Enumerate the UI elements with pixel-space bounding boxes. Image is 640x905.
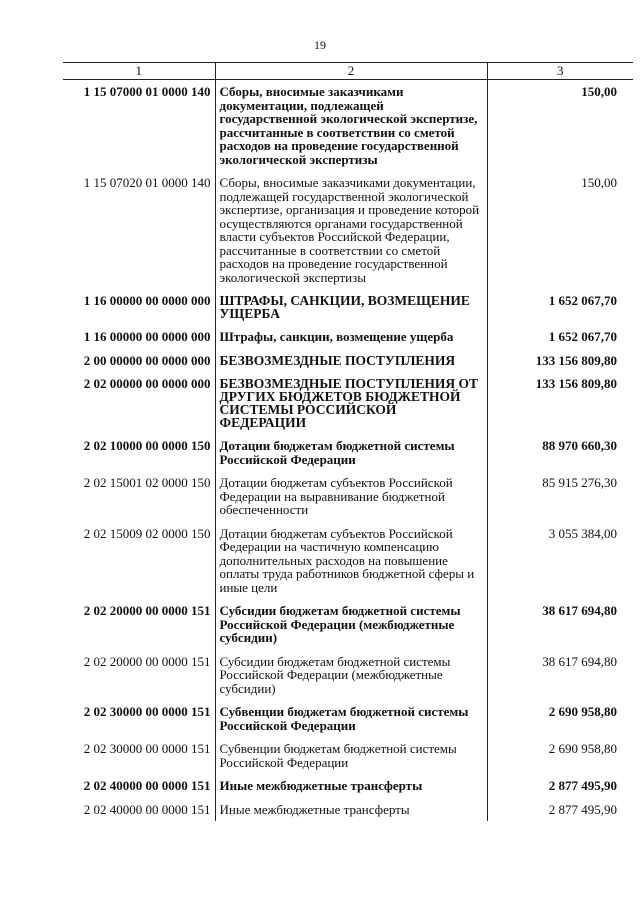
row-name: Иные межбюджетные трансферты (215, 798, 487, 822)
row-amount: 2 877 495,90 (548, 801, 617, 817)
row-amount: 133 156 809,80 (535, 376, 617, 391)
row-name: Дотации бюджетам субъектов Российской Федерации на частичную компенсацию дополнительных расходов на повышение оплаты труда работников бюджетной сферы и иные цели (215, 522, 487, 600)
table-row (63, 289, 633, 325)
table-row (63, 700, 633, 737)
row-name: Дотации бюджетам бюджетной системы Российской Федерации (215, 434, 487, 471)
row-code: 2 02 40000 00 0000 151 (83, 801, 211, 817)
row-code: 1 16 00000 00 0000 000 (83, 329, 211, 344)
table-row (63, 80, 633, 172)
row-amount: 2 690 958,80 (548, 704, 617, 719)
row-code: 2 02 20000 00 0000 151 (83, 603, 211, 618)
row-code: 2 02 40000 00 0000 151 (83, 778, 211, 793)
row-amount: 1 652 067,70 (548, 293, 617, 308)
column-header-code: 1 (63, 63, 215, 80)
column-header-amount: 3 (487, 63, 633, 80)
table-body (63, 80, 633, 822)
row-code: 2 00 00000 00 0000 000 (83, 352, 211, 368)
table-row (63, 599, 633, 650)
column-header-name: 2 (215, 63, 487, 80)
row-amount: 3 055 384,00 (548, 525, 617, 541)
row-code: 2 02 30000 00 0000 151 (83, 741, 211, 756)
table-row (63, 349, 633, 373)
table-row (63, 522, 633, 600)
table-row (63, 650, 633, 701)
row-name: БЕЗВОЗМЕЗДНЫЕ ПОСТУПЛЕНИЯ ОТ ДРУГИХ БЮДЖЕТОВ БЮДЖЕТНОЙ СИСТЕМЫ РОССИЙСКОЙ ФЕДЕРАЦИИ (215, 372, 487, 434)
table-row (63, 774, 633, 798)
row-code: 1 15 07020 01 0000 140 (83, 175, 211, 190)
table-row (63, 798, 633, 822)
row-code: 2 02 15001 02 0000 150 (83, 475, 211, 490)
row-name: Субсидии бюджетам бюджетной системы Российской Федерации (межбюджетные субсидии) (215, 599, 487, 650)
row-code: 1 15 07000 01 0000 140 (83, 84, 211, 99)
row-amount: 150,00 (581, 84, 617, 99)
row-amount: 2 877 495,90 (548, 778, 617, 793)
row-amount: 133 156 809,80 (535, 352, 617, 368)
row-amount: 150,00 (581, 175, 617, 190)
row-name: Штрафы, санкции, возмещение ущерба (215, 325, 487, 349)
table-header-row (63, 63, 633, 80)
table-row (63, 434, 633, 471)
row-amount: 38 617 694,80 (542, 603, 617, 618)
table-row (63, 171, 633, 289)
row-name: Субсидии бюджетам бюджетной системы Российской Федерации (межбюджетные субсидии) (215, 650, 487, 701)
row-code: 2 02 00000 00 0000 000 (83, 376, 211, 391)
table-row (63, 737, 633, 774)
table-row (63, 471, 633, 522)
row-amount: 88 970 660,30 (542, 438, 617, 453)
row-code: 2 02 30000 00 0000 151 (83, 704, 211, 719)
table-row (63, 372, 633, 434)
row-code: 1 16 00000 00 0000 000 (83, 293, 211, 308)
row-name: Субвенции бюджетам бюджетной системы Российской Федерации (215, 737, 487, 774)
row-name: Сборы, вносимые заказчиками документации, подлежащей государственной экологической экспертизе, рассчитанные в соответствии со сметой расходов на проведение государственной экологической экспертизы (215, 80, 487, 172)
row-amount: 1 652 067,70 (548, 329, 617, 344)
row-amount: 85 915 276,30 (542, 475, 617, 490)
budget-table (63, 62, 633, 821)
row-name: БЕЗВОЗМЕЗДНЫЕ ПОСТУПЛЕНИЯ (215, 349, 487, 373)
row-code: 2 02 10000 00 0000 150 (83, 438, 211, 453)
row-code: 2 02 15009 02 0000 150 (83, 525, 211, 541)
row-code: 2 02 20000 00 0000 151 (83, 653, 211, 669)
row-amount: 38 617 694,80 (542, 653, 617, 669)
row-name: Иные межбюджетные трансферты (215, 774, 487, 798)
row-amount: 2 690 958,80 (548, 741, 617, 756)
table-row (63, 325, 633, 349)
row-name: ШТРАФЫ, САНКЦИИ, ВОЗМЕЩЕНИЕ УЩЕРБА (215, 289, 487, 325)
row-name: Сборы, вносимые заказчиками документации, подлежащей государственной экологической экспертизе, организация и проведение которой осуществляются органами государственной власти субъектов Российской Федерации, рассчитанные в соответствии со сметой расходов на проведение государственной экологической экспертизы (215, 171, 487, 289)
row-name: Субвенции бюджетам бюджетной системы Российской Федерации (215, 700, 487, 737)
row-name: Дотации бюджетам субъектов Российской Федерации на выравнивание бюджетной обеспеченности (215, 471, 487, 522)
page-number: 19 (314, 38, 326, 52)
